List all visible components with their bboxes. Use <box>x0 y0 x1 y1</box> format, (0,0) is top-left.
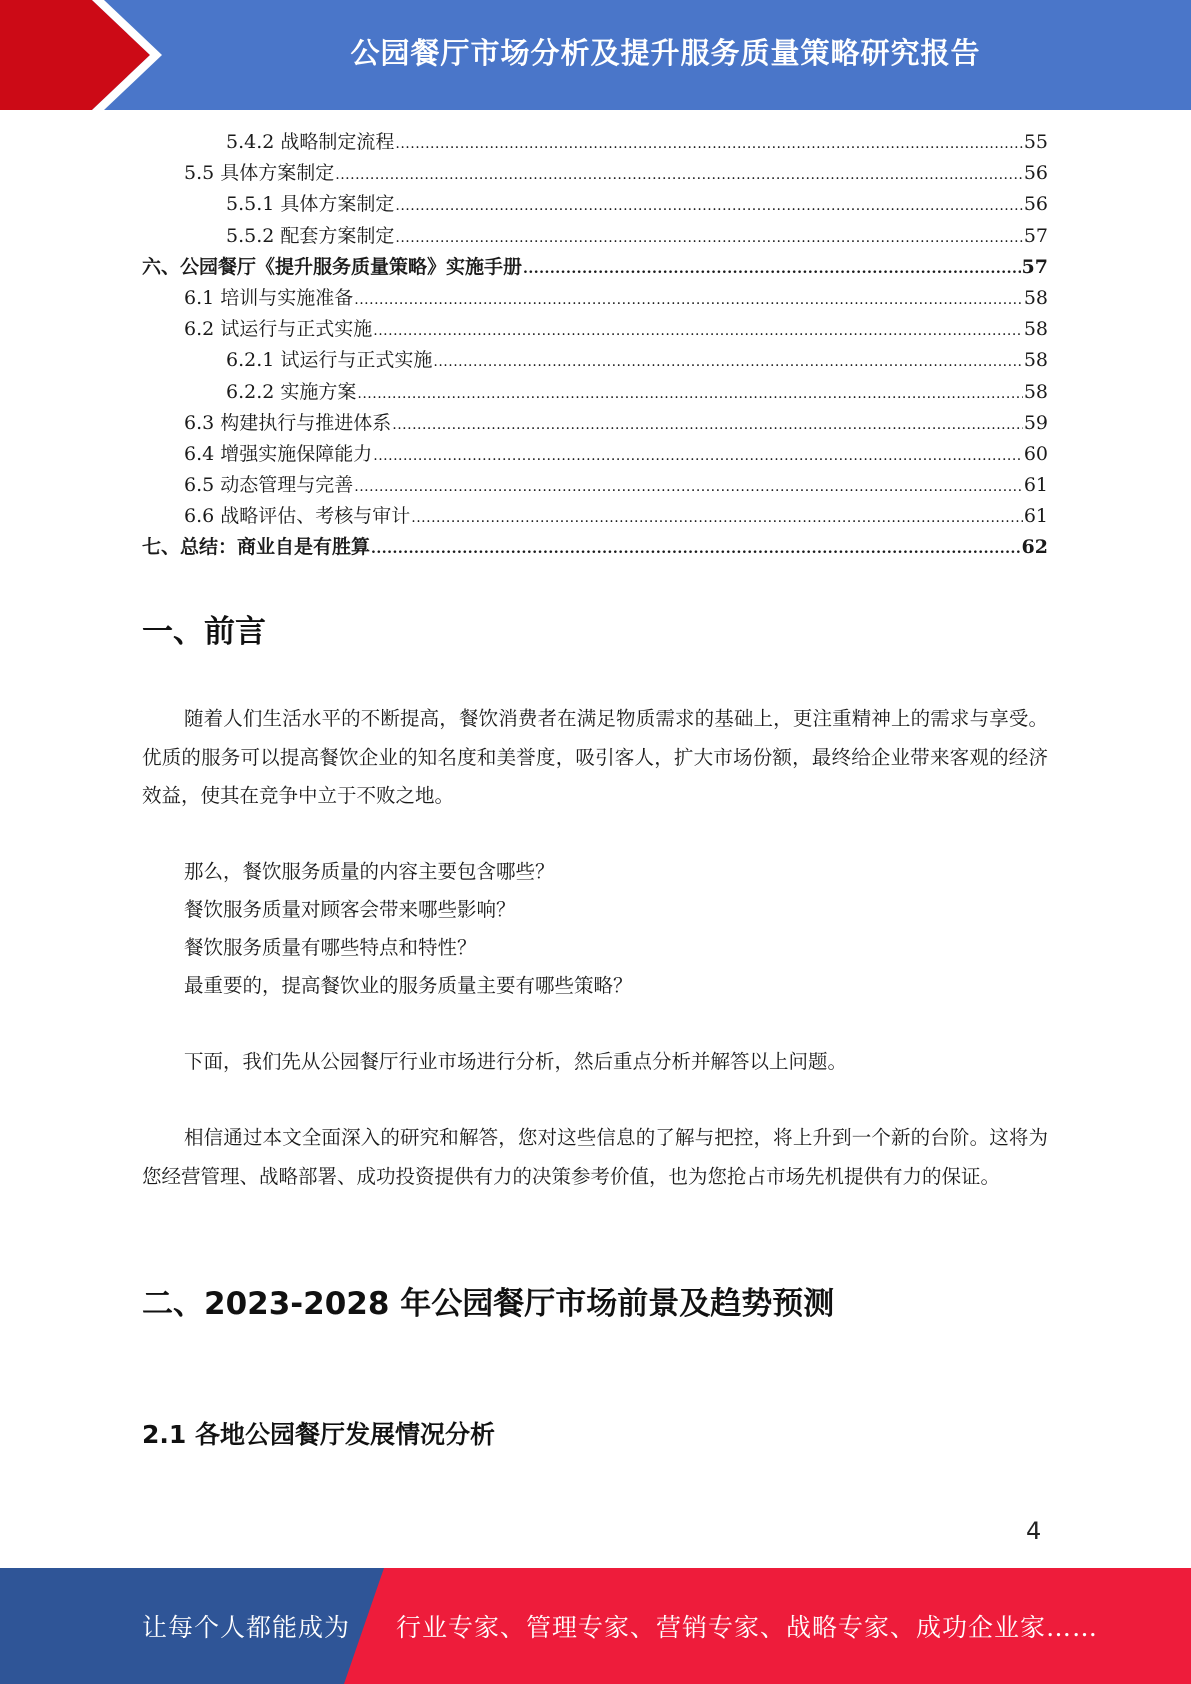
toc-entry[interactable] <box>142 158 1048 189</box>
question-line-4: 最重要的，提高餐饮业的服务质量主要有哪些策略？ <box>184 974 633 997</box>
toc-entry-page: 58 <box>1023 286 1048 309</box>
section-heading-preface: 一、前言 <box>142 614 266 650</box>
toc-entry[interactable] <box>142 314 1048 345</box>
toc-entry-label: 6.6 战略评估、考核与审计 <box>184 505 411 528</box>
footer-slogan-left: 让每个人都能成为 <box>142 1613 351 1642</box>
preface-paragraph-3: 相信通过本文全面深入的研究和解答，您对这些信息的了解与把控，将上升到一个新的台阶。这将为您经营管理、战略部署、成功投资提供有力的决策参考价值，也为您抢占市场先机提供有力的保证。 <box>142 1126 1048 1188</box>
toc-leader-dots <box>433 347 1022 378</box>
toc-leader-dots <box>354 285 1023 316</box>
toc-entry-page: 62 <box>1021 536 1048 559</box>
section-heading-market-outlook: 二、2023-2028 年公园餐厅市场前景及趋势预测 <box>142 1286 835 1322</box>
toc-entry-label: 6.3 构建执行与推进体系 <box>184 411 392 434</box>
toc-entry[interactable] <box>142 377 1048 408</box>
preface-paragraph-2: 下面，我们先从公园餐厅行业市场进行分析，然后重点分析并解答以上问题。 <box>184 1050 848 1073</box>
toc-entry-page: 57 <box>1021 255 1048 278</box>
question-line-3: 餐饮服务质量有哪些特点和特性？ <box>184 936 477 959</box>
toc-entry-page: 61 <box>1023 505 1048 528</box>
toc-entry-label: 6.4 增强实施保障能力 <box>184 442 373 465</box>
toc-leader-dots <box>395 223 1022 254</box>
toc-entry[interactable] <box>142 221 1048 252</box>
footer-banner <box>0 1568 1191 1684</box>
toc-entry-label: 6.5 动态管理与完善 <box>184 474 354 497</box>
toc-entry[interactable] <box>142 470 1048 501</box>
question-line-1: 那么，餐饮服务质量的内容主要包含哪些？ <box>184 860 555 883</box>
question-line-2: 餐饮服务质量对顾客会带来哪些影响？ <box>184 898 516 921</box>
toc-entry[interactable] <box>142 127 1048 158</box>
toc-entry-page: 58 <box>1023 349 1048 372</box>
preface-paragraph-1: 随着人们生活水平的不断提高，餐饮消费者在满足物质需求的基础上，更注重精神上的需求与享受。优质的服务可以提高餐饮企业的知名度和美誉度，吸引客人，扩大市场份额，最终给企业带来客观的经济效益，使其在竞争中立于不败之地。 <box>142 707 1048 807</box>
toc-entry-page: 58 <box>1023 318 1048 341</box>
toc-leader-dots <box>354 472 1023 503</box>
toc-entry-page: 56 <box>1023 193 1048 216</box>
toc-entry-label: 6.2.1 试运行与正式实施 <box>226 349 433 372</box>
toc-entry-page: 57 <box>1023 224 1048 247</box>
toc-entry-label: 5.5.1 具体方案制定 <box>226 193 395 216</box>
toc-entry[interactable] <box>142 283 1048 314</box>
report-title: 公园餐厅市场分析及提升服务质量策略研究报告 <box>350 35 981 70</box>
toc-entry[interactable] <box>142 532 1048 563</box>
toc-entry-page: 59 <box>1023 411 1048 434</box>
page-number: 4 <box>1026 1517 1042 1545</box>
toc-entry-page: 61 <box>1023 474 1048 497</box>
toc-entry[interactable] <box>142 345 1048 376</box>
toc-entry-label: 6.2 试运行与正式实施 <box>184 318 373 341</box>
toc-entry[interactable] <box>142 252 1048 283</box>
toc-leader-dots <box>357 379 1022 410</box>
toc-entry-label: 六、公园餐厅《提升服务质量策略》实施手册 <box>142 255 523 278</box>
toc-leader-dots <box>395 129 1022 160</box>
toc-leader-dots <box>523 254 1021 285</box>
toc-entry-page: 58 <box>1023 380 1048 403</box>
toc-leader-dots <box>411 503 1023 534</box>
toc-leader-dots <box>392 410 1023 441</box>
subsection-heading-2-1: 2.1 各地公园餐厅发展情况分析 <box>142 1420 495 1449</box>
toc-entry[interactable] <box>142 189 1048 220</box>
toc-entry[interactable] <box>142 408 1048 439</box>
toc-entry-page: 60 <box>1023 442 1048 465</box>
toc-entry-page: 56 <box>1023 162 1048 185</box>
toc-entry-label: 5.4.2 战略制定流程 <box>226 131 395 153</box>
toc-entry-label: 6.2.2 实施方案 <box>226 380 357 403</box>
toc-entry-page: 55 <box>1023 131 1048 153</box>
toc-leader-dots <box>335 160 1023 191</box>
header-banner <box>0 0 1191 110</box>
toc-entry[interactable] <box>142 439 1048 470</box>
toc-leader-dots <box>373 441 1023 472</box>
toc-entry-label: 5.5.2 配套方案制定 <box>226 224 395 247</box>
toc-leader-dots <box>373 316 1023 347</box>
toc-entry-label: 6.1 培训与实施准备 <box>184 286 354 309</box>
toc-entry[interactable] <box>142 501 1048 532</box>
toc-leader-dots <box>371 534 1021 565</box>
toc-leader-dots <box>395 191 1022 222</box>
table-of-contents <box>142 127 1048 564</box>
footer-slogan-right: 行业专家、管理专家、营销专家、战略专家、成功企业家…… <box>396 1613 1099 1642</box>
toc-entry-label: 七、总结：商业自是有胜算 <box>142 536 371 559</box>
toc-entry-label: 5.5 具体方案制定 <box>184 162 335 185</box>
